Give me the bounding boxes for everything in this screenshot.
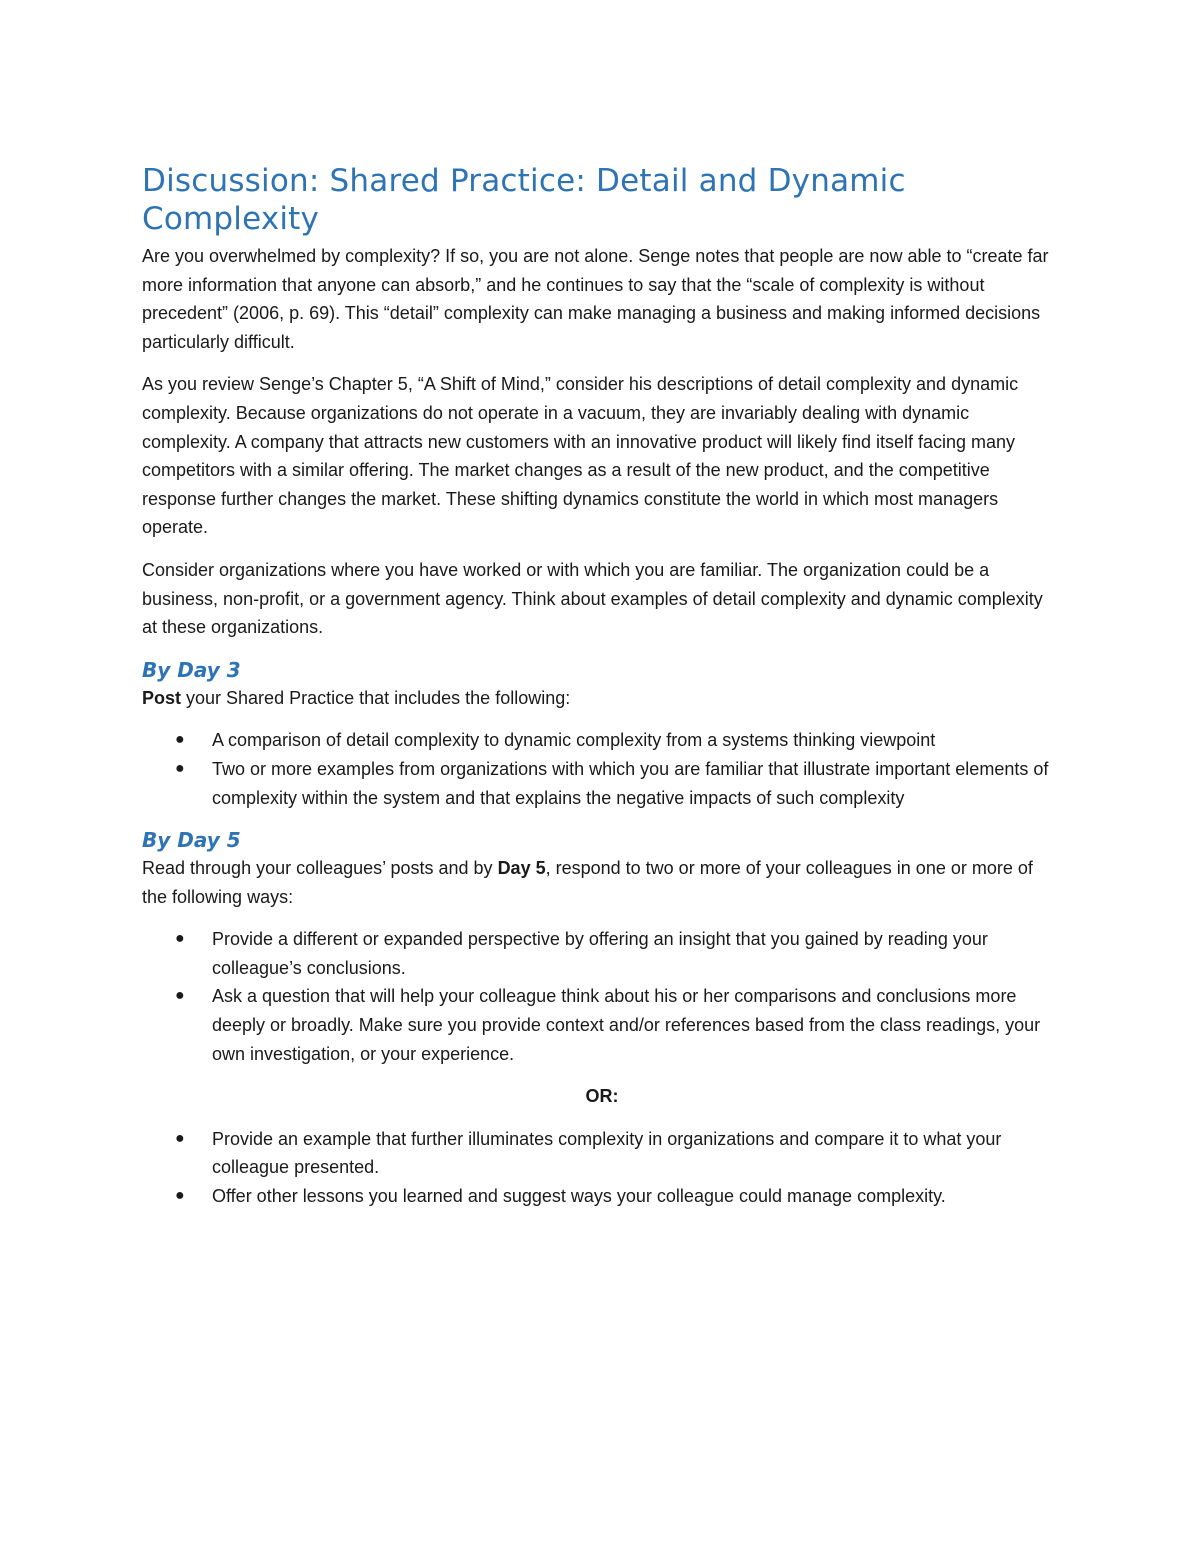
bullet-icon: ● [175,759,185,777]
consider-paragraph: Consider organizations where you have worked or with which you are familiar. The organization could be a business, non-profit, or a government agency. Think about examples of detail complexity and dynamic complexity at these organizations. [142,559,1043,638]
list-item [142,925,1062,982]
document-page [142,162,1062,1225]
list-item [142,726,1062,755]
intro-paragraph: Are you overwhelmed by complexity? If so, you are not alone. Senge notes that people are now able to “create far more information that anyone can absorb,” and he continues to say that the “scale of complexity is without precedent” (2006, p. 69). This “detail” complexity can make managing a business and making informed decisions particularly difficult. [142,246,1049,352]
day5-instruction-after: , respond to two or more of your colleagues in one or more of the following ways: [142,858,1033,907]
list-item-text: A comparison of detail complexity to dynamic complexity from a systems thinking viewpoint [212,730,936,751]
review-paragraph: As you review Senge’s Chapter 5, “A Shift of Mind,” consider his descriptions of detail complexity and dynamic complexity. Because organizations do not operate in a vacuum, they are invariably dealing with dynamic complexity. A company that attracts new customers with an innovative product will likely find itself facing many competitors with a similar offering. The market changes as a result of the new product, and the competitive response further changes the market. These shifting dynamics constitute the world in which most managers operate. [142,374,1019,538]
bullet-icon: ● [175,1187,185,1205]
day5-heading: By Day 5 [142,828,241,853]
bullet-icon: ● [175,987,185,1005]
day3-post-label: Post [142,687,182,708]
list-item [142,982,1062,1068]
document-title: Discussion: Shared Practice: Detail and Dynamic Complexity [142,163,906,237]
list-item-text: Two or more examples from organizations with which you are familiar that illustrate important elements of complexity within the system and that explains the negative impacts of such complexity [212,758,1049,808]
list-item [142,1182,1062,1211]
day3-instruction [142,684,1062,713]
list-item-text: Provide an example that further illuminates complexity in organizations and compare it to what your colleague presented. [212,1128,1002,1178]
bullet-icon: ● [175,1129,185,1147]
day3-instruction-text: your Shared Practice that includes the following: [181,687,571,708]
day5-bullet-list-a [142,925,1062,1068]
day5-bold-label: Day 5 [497,858,546,879]
list-item [142,755,1062,812]
list-item-text: Ask a question that will help your colleague think about his or her comparisons and conclusions more deeply or broadly. Make sure you provide context and/or references based from the class readings, your own investigation, or your experience. [212,986,1041,1064]
day5-instruction-before: Read through your colleagues’ posts and by [142,858,498,879]
day5-instruction [142,854,1062,911]
list-item-text: Offer other lessons you learned and suggest ways your colleague could manage complexity. [212,1186,946,1207]
list-item-text: Provide a different or expanded perspective by offering an insight that you gained by reading your colleague’s conclusions. [212,929,988,978]
bullet-icon: ● [175,731,185,749]
bullet-icon: ● [175,930,185,948]
day3-heading: By Day 3 [142,657,241,682]
day3-bullet-list [142,726,1062,812]
day5-bullet-list-b [142,1125,1062,1211]
list-item [142,1125,1062,1182]
or-separator: OR: [585,1086,619,1107]
